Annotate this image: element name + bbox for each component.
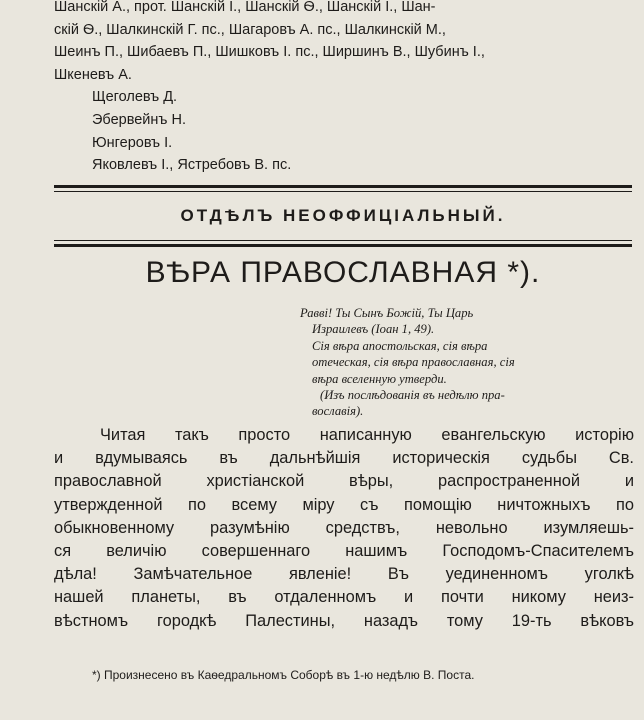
article-title: ВѢРА ПРАВОСЛАВНАЯ *).: [145, 256, 541, 289]
body-line: утвержденной по всему міру съ помощію ничтожныхъ по: [54, 495, 634, 514]
names-line-indented: Юнгеровъ І.: [92, 134, 173, 151]
divider-thick: [54, 185, 632, 188]
article-body: [54, 424, 634, 633]
epigraph-line: вѣра вселенную утверди.: [312, 371, 447, 386]
body-line: обыкновенному разумѣнію средствъ, невольно изумляешь-: [54, 518, 634, 537]
names-line-indented: Яковлевъ І., Ястребовъ В. пс.: [92, 157, 292, 174]
footnote: *) Произнесено въ Каѳедральномъ Соборѣ въ 1-ю недѣлю В. Поста.: [92, 668, 475, 682]
body-line: нашей планеты, въ отдаленномъ и почти никому неиз-: [54, 588, 634, 607]
body-line: и вдумываясь въ дальнѣйшія историческія судьбы Св.: [54, 449, 634, 468]
divider-thin: [54, 191, 632, 192]
names-line: Шанскій А., прот. Шанскій І., Шанскій Ѳ., Шанскій І., Шан-: [54, 0, 436, 15]
names-line: Шеинъ П., Шибаевъ П., Шишковъ І. пс., Ширшинъ В., Шубинъ І.,: [54, 44, 485, 61]
names-line: Шкеневъ А.: [54, 66, 132, 83]
body-line: ся величію совершеннаго нашимъ Господомъ-Спасителемъ: [54, 542, 634, 561]
divider-thin: [54, 240, 632, 241]
section-title: ОТДѢЛЪ НЕОФФИЦІАЛЬНЫЙ.: [180, 206, 506, 225]
epigraph-line: отеческая, сія вѣра православная, сія: [312, 355, 515, 370]
names-line-indented: Щеголевъ Д.: [92, 89, 178, 106]
epigraph-line: вославія).: [312, 404, 364, 419]
epigraph-line: Сія вѣра апостольская, сія вѣра: [312, 338, 488, 353]
body-line: вѣстномъ городкѣ Палестины, назадъ тому 19-ть вѣковъ: [54, 611, 634, 630]
names-line: скій Ѳ., Шалкинскій Г. пс., Шагаровъ А. пс., Шалкинскій М.,: [54, 21, 446, 38]
epigraph-line: Израилевъ (Іоан 1, 49).: [312, 322, 435, 337]
names-line-indented: Эбервейнъ Н.: [92, 111, 186, 128]
body-line: православной христіанской вѣры, распространенной и: [54, 472, 634, 491]
divider-thick: [54, 244, 632, 247]
body-line: Читая такъ просто написанную евангельскую исторію: [100, 426, 634, 444]
epigraph-line: (Изъ послѣдованія въ недѣлю пра-: [320, 388, 505, 403]
names-list: [54, 0, 634, 177]
epigraph-line: Равві! Ты Сынъ Божій, Ты Царь: [300, 306, 474, 320]
epigraph: [300, 305, 632, 420]
body-line: дѣла! Замѣчательное явленіе! Въ уединенномъ уголкѣ: [54, 565, 634, 584]
